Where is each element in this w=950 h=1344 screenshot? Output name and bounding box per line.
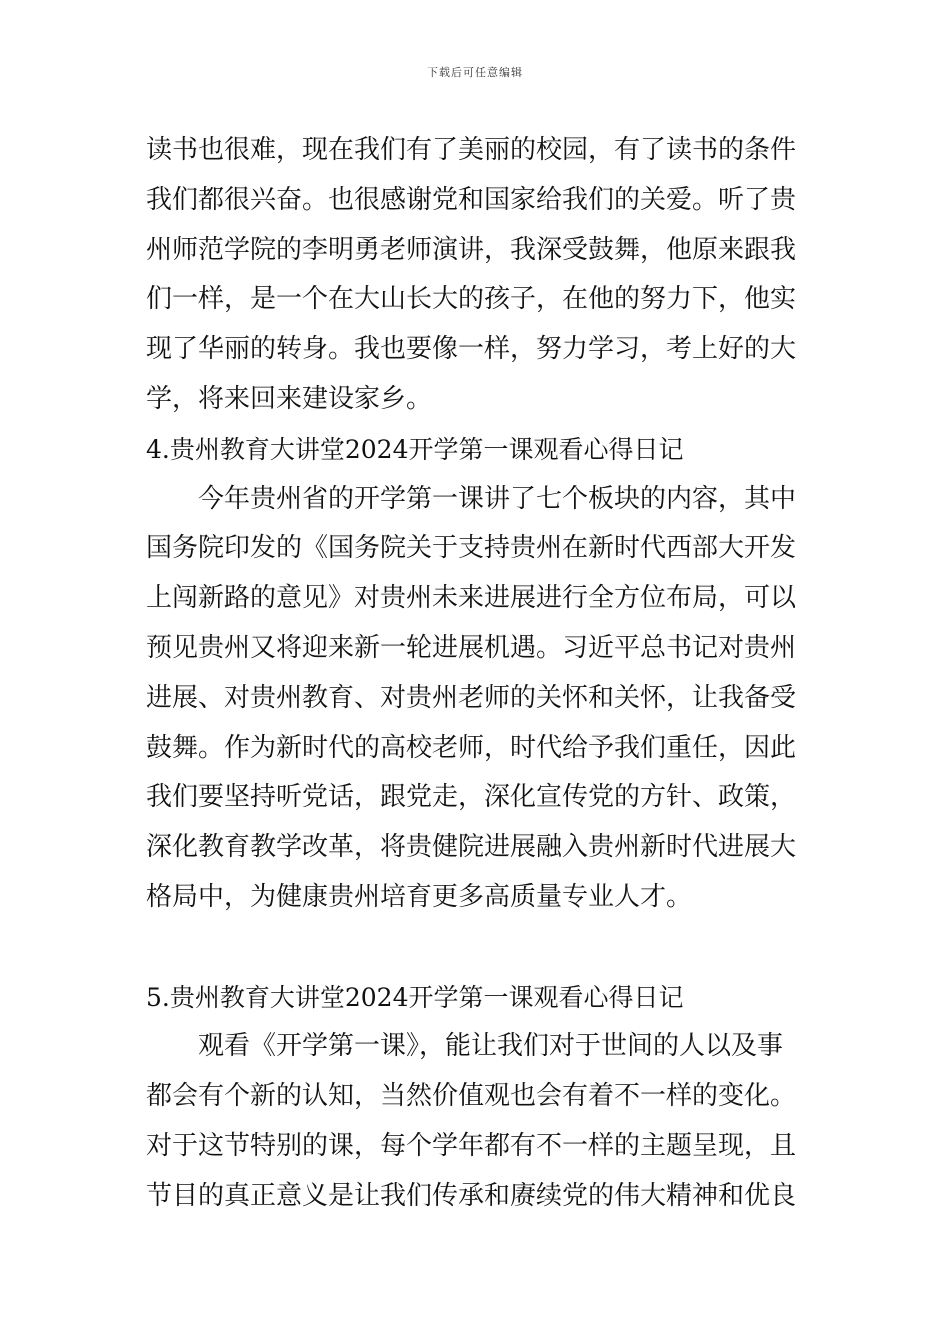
text-line: 格局中，为健康贵州培育更多高质量专业人才。 — [146, 881, 693, 912]
blank-line — [146, 923, 811, 973]
section-5 — [146, 973, 811, 1222]
text-line: 今年贵州省的开学第一课讲了七个板块的内容，其中 — [198, 483, 797, 514]
continuation-paragraph — [146, 126, 811, 425]
text-line: 对于这节特别的课，每个学年都有不一样的主题呈现，且 — [146, 1130, 797, 1161]
text-line: 我们要坚持听党话，跟党走，深化宣传党的方针、政策， — [146, 782, 797, 813]
section-heading: 5.贵州教育大讲堂2024开学第一课观看心得日记 — [146, 982, 684, 1012]
text-line: 节目的真正意义是让我们传承和赓续党的伟大精神和优良 — [146, 1180, 797, 1211]
text-line: 深化教育教学改革，将贵健院进展融入贵州新时代进展大 — [146, 832, 797, 863]
page-header-note: 下载后可任意编辑 — [427, 66, 523, 79]
text-line: 读书也很难，现在我们有了美丽的校园，有了读书的条件 — [146, 135, 797, 165]
text-line: 观看《开学第一课》，能让我们对于世间的人以及事 — [198, 1031, 784, 1062]
text-line: 现了华丽的转身。我也要像一样，努力学习，考上好的大 — [146, 334, 797, 365]
document-body — [146, 126, 811, 1222]
text-line: 国务院印发的《国务院关于支持贵州在新时代西部大开发 — [146, 533, 797, 564]
text-line: 学，将来回来建设家乡。 — [146, 383, 433, 414]
text-line: 我们都很兴奋。也很感谢党和国家给我们的关爱。听了贵 — [146, 184, 797, 215]
text-line: 鼓舞。作为新时代的高校老师，时代给予我们重任，因此 — [146, 732, 797, 763]
text-line: 预见贵州又将迎来新一轮进展机遇。习近平总书记对贵州 — [146, 632, 797, 663]
text-line: 进展、对贵州教育、对贵州老师的关怀和关怀，让我备受 — [146, 682, 797, 713]
section-4 — [146, 425, 811, 923]
text-line: 们一样，是一个在大山长大的孩子，在他的努力下，他实 — [146, 284, 797, 315]
text-line: 都会有个新的认知，当然价值观也会有着不一样的变化。 — [146, 1081, 797, 1112]
text-line: 州师范学院的李明勇老师演讲，我深受鼓舞，他原来跟我 — [146, 234, 797, 265]
section-heading: 4.贵州教育大讲堂2024开学第一课观看心得日记 — [146, 434, 684, 464]
text-line: 上闯新路的意见》对贵州未来进展进行全方位布局，可以 — [146, 583, 797, 614]
